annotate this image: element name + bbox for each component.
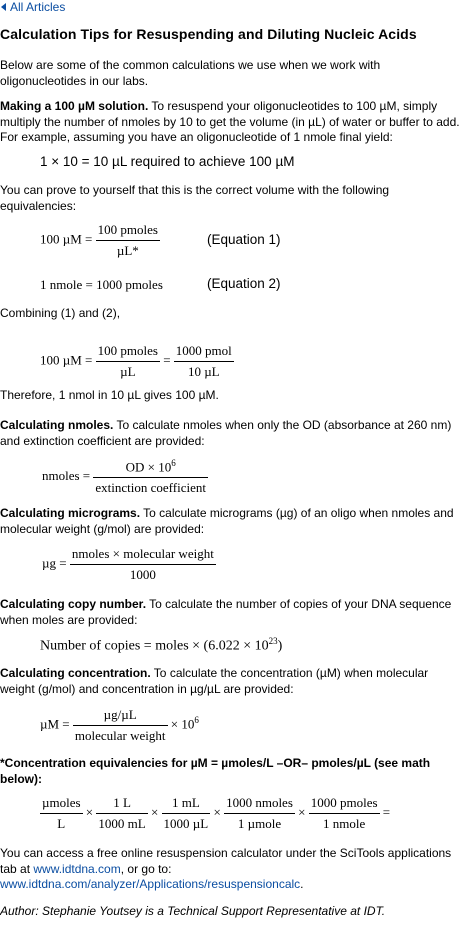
eq3-fraction-1 [96,343,160,380]
eq3-fraction-2 [174,343,234,380]
equiv-denominator-4: 1 µmole [237,816,282,831]
section-heading: Calculating concentration. [0,666,151,680]
section-heading: Calculating micrograms. [0,506,141,520]
times-sign: × [85,804,94,820]
equiv-fraction-2 [96,795,147,832]
section-text: To calculate nmoles when only the OD (absorbance at 260 nm) and extinction coefficient are provided: [0,418,452,448]
equivalency-equation [40,795,390,832]
equation-nmoles [42,458,208,496]
equivalency-heading: *Concentration equivalencies for µM = µmoles/L –OR– pmoles/µL (see math below): [0,756,431,786]
section-concentration [0,666,460,697]
copy-number-exponent: 23 [268,636,278,646]
equation-micrograms [42,546,216,583]
copy-number-close: ) [277,638,283,654]
section-making-solution [0,99,460,146]
section-text: To calculate micrograms (µg) of an oligo when nmoles and molecular weight (g/mol) are provided: [0,506,454,536]
nmoles-fraction [93,458,208,496]
equiv-denominator-2: 1000 mL [98,816,146,831]
section-copy-number [0,597,460,628]
equiv-fraction-4 [224,795,295,832]
intro-text: Below are some of the common calculations we use when we work with oligonucleotides in our labs. [0,58,381,88]
calculator-text-2: , or go to: [120,861,172,876]
equiv-numerator-3: 1 mL [162,795,211,814]
equation-1-label: (Equation 1) [207,232,281,247]
times-sign: × [213,804,221,820]
micrograms-numerator: nmoles × molecular weight [70,546,216,565]
equiv-numerator-2: 1 L [96,795,147,814]
equation-copy-number [40,636,282,655]
section-text: To calculate the concentration (µM) when molecular weight (g/mol) and concentration in µg/µL are provided: [0,666,429,696]
concentration-numerator: µg/µL [73,707,168,726]
equiv-fraction-5 [309,795,380,832]
equiv-numerator-1: µmoles [40,795,83,814]
times-sign: × [150,804,159,820]
eq3-denominator-2: 10 µL [187,364,220,379]
equiv-fraction-1 [40,795,83,832]
copy-number-text: Number of copies = moles × (6.022 × 10 [40,638,269,654]
author-credit: Author: Stephanie Youtsey is a Technical Support Representative at IDT. [0,904,386,918]
concentration-times: × 10 [170,716,195,732]
back-link-label: All Articles [10,0,66,14]
section-nmoles [0,418,460,449]
eq3-lhs: 100 µM = [40,352,93,368]
calculator-text-3: . [300,877,304,891]
eq1-denominator: µL* [116,243,139,258]
equation-2: 1 nmole = 1000 pmoles [40,277,163,292]
section-micrograms [0,506,460,537]
nmoles-lhs: nmoles = [42,468,91,484]
eq1-lhs: 100 µM = [40,231,93,247]
equiv-denominator-1: L [57,816,66,831]
nmoles-denominator: extinction coefficient [95,480,206,496]
back-arrow-icon [1,3,6,11]
eq3-numerator-2: 1000 pmol [174,343,234,362]
concentration-denominator: molecular weight [74,728,166,743]
prove-text: You can prove to yourself that this is the correct volume with the following equivalencies: [0,183,390,213]
back-link[interactable] [1,0,65,15]
micrograms-denominator: 1000 [129,567,156,582]
nmoles-numerator-text: OD × 10 [125,459,172,475]
equation-2-label: (Equation 2) [207,276,281,291]
eq3-equals: = [163,352,171,368]
eq1-fraction [96,222,160,259]
equiv-denominator-5: 1 nmole [323,816,366,831]
section-text: To resuspend your oligonucleotides to 100 µM, simply multiply the number of nmoles by 10 to get the volume (in µL) of water or buffer to add. For example, assuming you have an oligonucleotide of 1 nmole final yield: [0,99,460,144]
micrograms-lhs: µg = [42,555,67,571]
eq3-numerator-1: 100 pmoles [96,343,160,362]
nmoles-numerator [93,458,208,478]
resuspension-calc-link[interactable]: www.idtdna.com/analyzer/Applications/resuspensioncalc [0,877,301,891]
calculator-text-1: You can access a free online resuspension calculator under the SciTools applications tab at [0,846,452,876]
equiv-numerator-4: 1000 nmoles [224,795,295,814]
combining-text: Combining (1) and (2), [0,306,121,320]
nmoles-exponent: 6 [171,458,176,468]
section-text: To calculate the number of copies of your DNA sequence when moles are provided: [0,597,452,627]
times-sign: × [298,804,306,820]
idtdna-link[interactable]: www.idtdna.com [33,861,121,876]
page-title: Calculation Tips for Resuspending and Diluting Nucleic Acids [0,26,417,42]
equation-concentration [40,707,199,744]
section-heading: Calculating copy number. [0,597,147,611]
calculator-text [0,846,460,893]
equation-1 [40,222,160,259]
equiv-numerator-5: 1000 pmoles [309,795,380,814]
eq1-numerator: 100 pmoles [96,222,160,241]
equiv-fraction-3 [162,795,211,832]
section-heading: Making a 100 µM solution. [0,99,149,113]
equiv-denominator-3: 1000 µL [163,816,209,831]
equals-sign: = [382,804,391,820]
section-heading: Calculating nmoles. [0,418,114,432]
therefore-text: Therefore, 1 nmol in 10 µL gives 100 µM. [0,388,219,402]
micrograms-fraction [70,546,216,583]
concentration-exponent: 6 [194,715,199,726]
equation-3 [40,343,234,380]
eq3-denominator-1: µL [120,364,136,379]
concentration-fraction [73,707,168,744]
concentration-lhs: µM = [40,716,70,732]
equation-dilution: 1 × 10 = 10 µL required to achieve 100 µM [40,154,295,169]
